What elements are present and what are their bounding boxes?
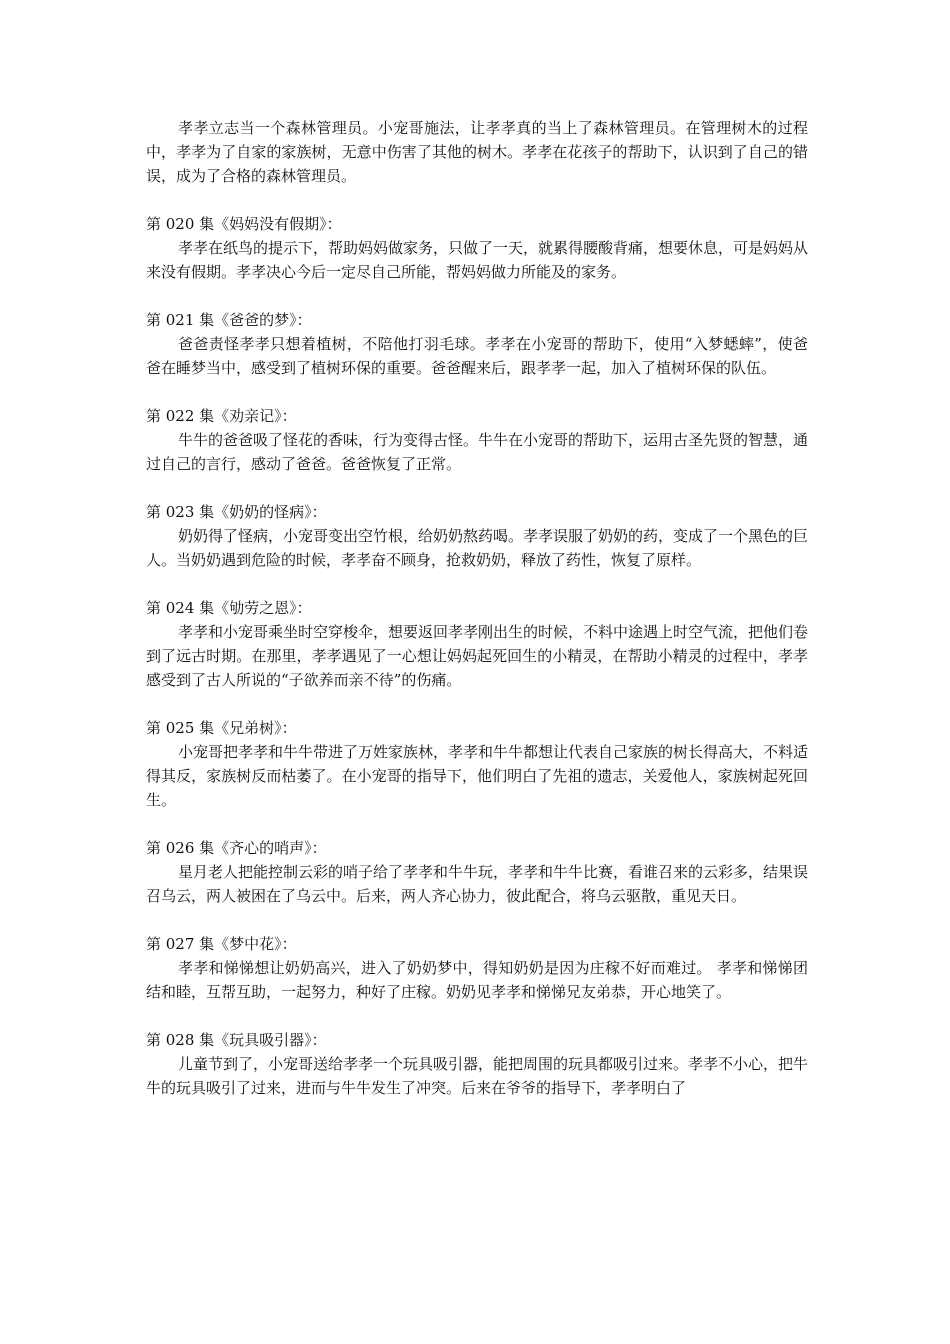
episode-heading: 第 023 集《奶奶的怪病》： — [146, 503, 327, 521]
episode-heading: 第 028 集《玩具吸引器》： — [146, 1031, 327, 1049]
episode-summary: 小宠哥把孝孝和牛牛带进了万姓家族林，孝孝和牛牛都想让代表自己家族的树长得高大，不料适得其反，家族树反而枯萎了。在小宠哥的指导下，他们明白了先祖的遗志，关爱他人，家族树起死回生。 — [146, 743, 809, 809]
episode-summary: 儿童节到了，小宠哥送给孝孝一个玩具吸引器，能把周围的玩具都吸引过来。孝孝不小心，把牛牛的玩具吸引了过来，进而与牛牛发生了冲突。后来在爷爷的指导下，孝孝明白了 — [146, 1055, 809, 1097]
episode-025 — [146, 716, 808, 812]
episode-028 — [146, 1028, 808, 1100]
episode-023 — [146, 500, 808, 572]
episode-024 — [146, 596, 808, 692]
episode-heading: 第 022 集《劝亲记》： — [146, 407, 297, 425]
episode-heading: 第 025 集《兄弟树》： — [146, 719, 297, 737]
intro-paragraph: 孝孝立志当一个森林管理员。小宠哥施法，让孝孝真的当上了森林管理员。在管理树木的过程中，孝孝为了自家的家族树，无意中伤害了其他的树木。孝孝在花孩子的帮助下，认识到了自己的错误，成为了合格的森林管理员。 — [146, 119, 808, 185]
episode-021 — [146, 308, 808, 380]
episode-027 — [146, 932, 808, 1004]
episode-020 — [146, 212, 808, 284]
episode-summary: 孝孝和小宠哥乘坐时空穿梭伞，想要返回孝孝刚出生的时候，不料中途遇上时空气流，把他们卷到了远古时期。在那里，孝孝遇见了一心想让妈妈起死回生的小精灵，在帮助小精灵的过程中，孝孝感受到了古人所说的“子欲养而亲不待”的伤痛。 — [146, 623, 809, 689]
episode-summary: 奶奶得了怪病，小宠哥变出空竹根，给奶奶熬药喝。孝孝误服了奶奶的药，变成了一个黑色的巨人。当奶奶遇到危险的时候，孝孝奋不顾身，抢救奶奶，释放了药性，恢复了原样。 — [146, 527, 809, 569]
episode-summary: 孝孝在纸鸟的提示下，帮助妈妈做家务，只做了一天，就累得腰酸背痛，想要休息，可是妈妈从来没有假期。孝孝决心今后一定尽自己所能，帮妈妈做力所能及的家务。 — [146, 239, 809, 281]
episode-022 — [146, 404, 808, 476]
episode-heading: 第 024 集《劬劳之恩》： — [146, 599, 312, 617]
document-page — [146, 116, 808, 1100]
episode-heading: 第 026 集《齐心的哨声》： — [146, 839, 327, 857]
episode-summary: 星月老人把能控制云彩的哨子给了孝孝和牛牛玩，孝孝和牛牛比赛，看谁召来的云彩多，结果误召乌云，两人被困在了乌云中。后来，两人齐心协力，彼此配合，将乌云驱散，重见天日。 — [146, 863, 809, 905]
intro-section — [146, 116, 808, 188]
episode-026 — [146, 836, 808, 908]
episode-heading: 第 021 集《爸爸的梦》： — [146, 311, 312, 329]
episode-summary: 爸爸责怪孝孝只想着植树，不陪他打羽毛球。孝孝在小宠哥的帮助下，使用“入梦蟋蟀”，使爸爸在睡梦当中，感受到了植树环保的重要。爸爸醒来后，跟孝孝一起，加入了植树环保的队伍。 — [146, 335, 808, 377]
episode-summary: 孝孝和悌悌想让奶奶高兴，进入了奶奶梦中，得知奶奶是因为庄稼不好而难过。 孝孝和悌悌团结和睦，互帮互助，一起努力，种好了庄稼。奶奶见孝孝和悌悌兄友弟恭，开心地笑了。 — [146, 959, 808, 1001]
episode-summary: 牛牛的爸爸吸了怪花的香味，行为变得古怪。牛牛在小宠哥的帮助下，运用古圣先贤的智慧，通过自己的言行，感动了爸爸。爸爸恢复了正常。 — [146, 431, 809, 473]
episode-heading: 第 027 集《梦中花》： — [146, 935, 297, 953]
episode-heading: 第 020 集《妈妈没有假期》： — [146, 215, 342, 233]
